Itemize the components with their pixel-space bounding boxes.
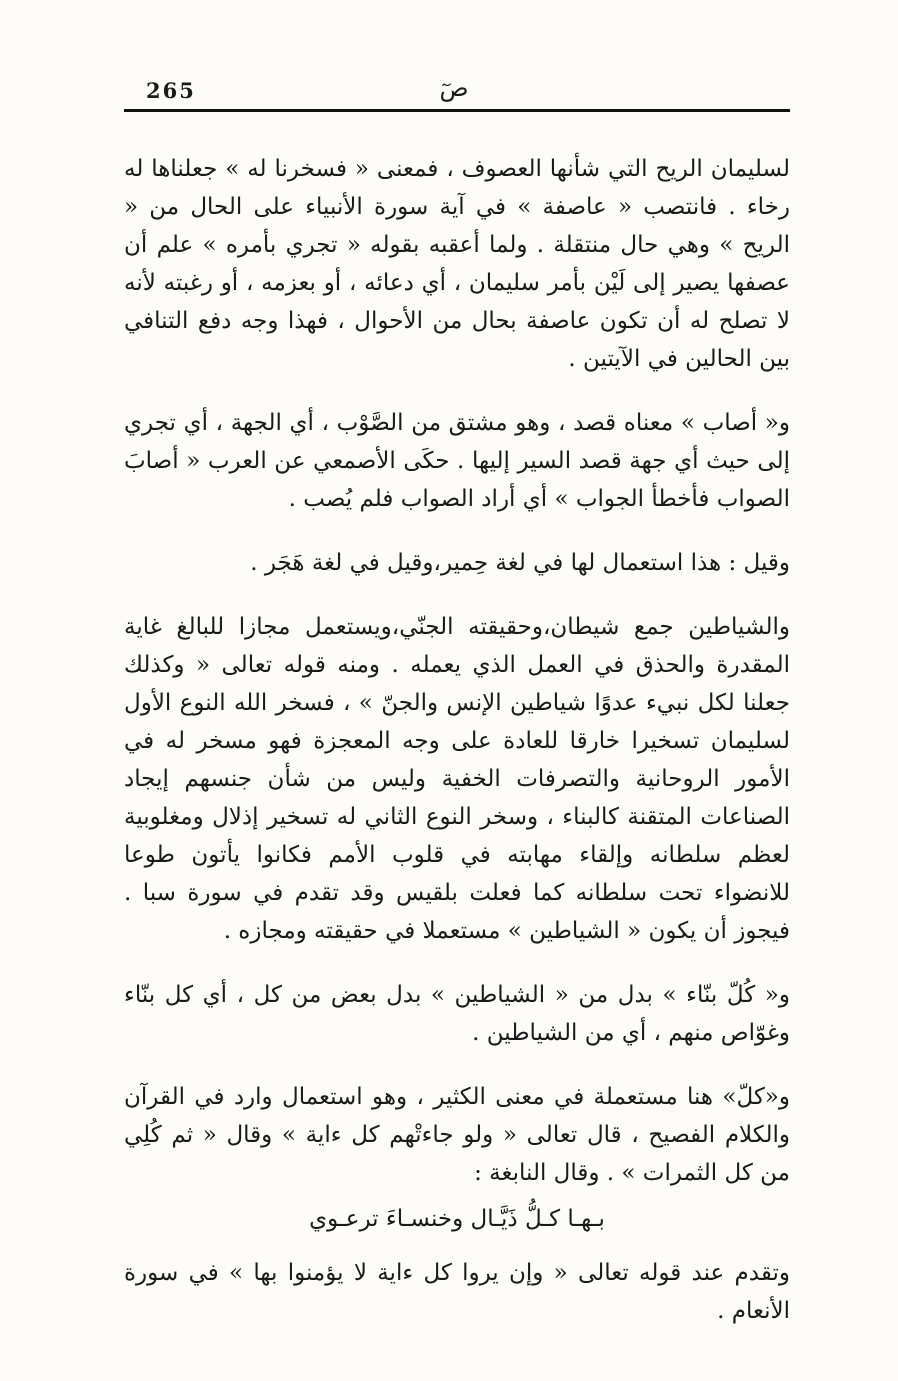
paragraph-shayatin: والشياطين جمع شيطان،وحقيقته الجنّي،ويستعمل مجازا للبالغ غاية المقدرة والحذق في العمل الذي يعمله . ومنه قوله تعالى « وكذلك جعلنا لكل نبيء عدوًا شياطين الإنس والجنّ » ، فسخر الله النوع الأول لسليمان تسخيرا خارقا للعادة على وجه المعجزة فهو مسخر له في الأمور الروحانية والتصرفات الخفية وليس من شأن جنسهم إيجاد الصناعات المتقنة كالبناء ، وسخر النوع الثاني له تسخير إذلال ومغلوبية لعظم سلطانه وإلقاء مهابته في قلوب الأمم فكانوا يأتون طوعا للانضواء تحت سلطانه كما فعلت بلقيس وقد تقدم في سورة سبا . فيجوز أن يكون « الشياطين » مستعملا في حقيقته ومجازه . (124, 614, 790, 944)
paragraph-dialect: وقيل : هذا استعمال لها في لغة حِمير،وقيل في لغة هَجَر . (250, 550, 790, 576)
page-header (124, 70, 790, 110)
running-head: صٓ (439, 74, 469, 102)
paragraph-kull-bannaa: و« كُلّ بنّاء » بدل من « الشياطين » بدل بعض من كل ، أي كل بنّاء وغوّاص منهم ، أي من الشياطين . (124, 982, 790, 1046)
paragraph-asaba: و« أصاب » معناه قصد ، وهو مشتق من الصَّوْب ، أي الجهة ، أي تجري إلى حيث أي جهة قصد السير إليها . حكَى الأصمعي عن العرب « أصابَ الصواب فأخطأ الجواب » أي أراد الصواب فلم يُصب . (124, 410, 790, 512)
paragraph-kull-meaning: و«كلّ» هنا مستعملة في معنى الكثير ، وهو استعمال وارد في القرآن والكلام الفصيح ، قال تعالى « ولو جاءتْهم كل ءاية » وقال « ثم كُلِي من كل الثمرات » . وقال النابغة : (124, 1084, 790, 1186)
paragraph-wind: لسليمان الريح التي شأنها العصوف ، فمعنى « فسخرنا له » جعلناها له رخاء . فانتصب « عاصفة » في آية سورة الأنبياء على الحال من « الريح » وهي حال منتقلة . ولما أعقبه بقوله « تجري بأمره » علم أن عصفها يصير إلى لَيْن بأمر سليمان ، أي دعائه ، أو بعزمه ، أو رغبته لأنه لا تصلح له أن تكون عاصفة بحال من الأحوال ، فهذا وجه دفع التنافي بين الحالين في الآيتين . (124, 156, 790, 372)
page-number: 265 (146, 78, 196, 103)
header-rule (124, 109, 790, 112)
poetry-verse: بـهـا كـلُّ ذَيَّـال وخنسـاءَ ترعـوي (309, 1206, 605, 1232)
paragraph-closing: وتقدم عند قوله تعالى « وإن يروا كل ءاية لا يؤمنوا بها » في سورة الأنعام . (124, 1260, 790, 1324)
body-text (124, 150, 790, 1356)
